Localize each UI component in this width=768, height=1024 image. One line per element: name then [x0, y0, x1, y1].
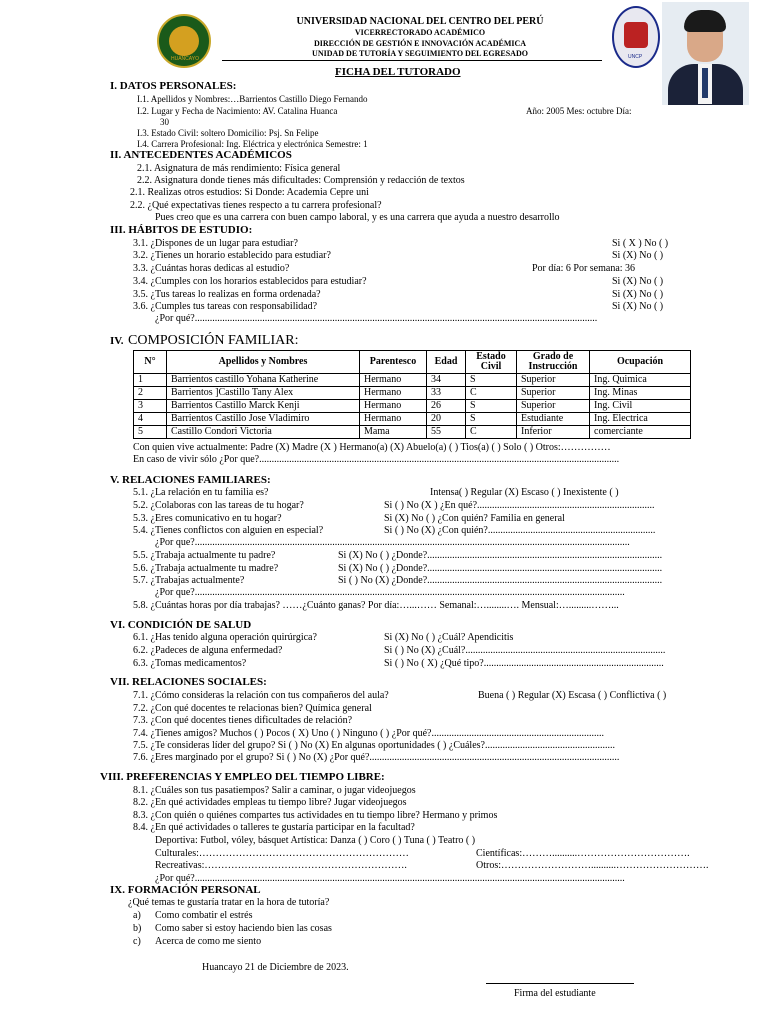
section-personal-formation-title: IX. FORMACIÓN PERSONAL: [110, 884, 261, 896]
q-share-with: 8.3. ¿Con quién o quiénes compartes tus actividades en tu tiempo libre? Hermano y primos: [133, 810, 498, 821]
q-classmates: 7.1. ¿Cómo consideras la relación con tus compañeros del aula?: [133, 690, 389, 701]
cell: comerciante: [590, 426, 691, 439]
cell: 5: [134, 426, 167, 439]
a-responsibility: Si (X) No ( ): [612, 301, 664, 312]
col-number: N°: [134, 351, 167, 374]
cell: Barrientos castillo Yohana Katherine: [167, 374, 360, 387]
field-birth-date: Año: 2005 Mes: octubre Día:: [526, 106, 632, 116]
q-conflicts: 5.4. ¿Tienes conflictos con alguien en especial?: [133, 525, 324, 536]
q-work-hours: 5.8. ¿Cuántas horas por día trabajas? ……¿Cuánto ganas? Por día:…...…… Semanal:…........…. Mensual:….........……...: [133, 600, 619, 611]
university-name: UNIVERSIDAD NACIONAL DEL CENTRO DEL PERÚ: [296, 16, 544, 27]
col-age: Edad: [427, 351, 466, 374]
section-personal-title: I. DATOS PERSONALES:: [110, 80, 237, 92]
col-occupation: Ocupación: [590, 351, 691, 374]
q-surgery: 6.1. ¿Has tenido alguna operación quirúrgica?: [133, 632, 317, 643]
q-communicative: 5.3. ¿Eres comunicativo en tu hogar?: [133, 513, 282, 524]
q-friends: 7.4. ¿Tienes amigos? Muchos ( ) Pocos ( X) Uno ( ) Ninguno ( ) ¿Por qué?.....................................................................: [133, 728, 604, 739]
cell: 1: [134, 374, 167, 387]
cell: 4: [134, 413, 167, 426]
unit-name: UNIDAD DE TUTORÍA Y SEGUIMIENTO DEL EGRESADO: [312, 49, 528, 58]
q-why: ¿Por qué?.................................................................................................................................................................: [155, 313, 598, 324]
a-conflicts: Si ( ) No (X) ¿Con quién?...................................................................: [384, 525, 656, 536]
vice-rectorate: VICERRECTORADO ACADÉMICO: [354, 28, 486, 37]
q-activities-why: ¿Por qué?............................................................................................................................................................................: [155, 873, 625, 884]
field-birth-day: 30: [160, 117, 169, 127]
a-surgery: Si (X) No ( ) ¿Cuál? Apendicitis: [384, 632, 514, 643]
cell: 3: [134, 400, 167, 413]
cell: Superior: [517, 374, 590, 387]
section-free-time-title: VIII. PREFERENCIAS Y EMPLEO DEL TIEMPO LIBRE:: [100, 771, 385, 783]
direction-name: DIRECCIÓN DE GESTIÓN E INNOVACIÓN ACADÉMICA: [313, 39, 527, 48]
a-ordered-tasks: Si (X) No ( ): [612, 289, 664, 300]
q-medication: 6.3. ¿Tomas medicamentos?: [133, 658, 247, 669]
q-study-place: 3.1. ¿Dispones de un lugar para estudiar?: [133, 238, 298, 249]
cell: Inferior: [517, 426, 590, 439]
a-science: Científicas:………..........…………………………….: [476, 848, 690, 859]
a-disease: Si ( ) No (X) ¿Cuál?................................................................................: [384, 645, 666, 656]
family-table-header: [134, 351, 691, 374]
q-marginalized: 7.6. ¿Eres marginado por el grupo? Si ( ) No (X) ¿Por qué?....................................................................................................: [133, 752, 620, 763]
cell: S: [466, 413, 517, 426]
section-health-title: VI. CONDICIÓN DE SALUD: [110, 619, 252, 631]
header-rule: [222, 60, 602, 61]
cell: C: [466, 426, 517, 439]
section-family-title: COMPOSICIÓN FAMILIAR:: [128, 333, 299, 348]
a-sports-arts: Deportiva: Futbol, vóley, básquet Artística: Danza ( ) Coro ( ) Tuna ( ) Teatro ( ): [155, 835, 476, 846]
field-full-name: I.1. Apellidos y Nombres:…Barrientos Castillo Diego Fernando: [137, 94, 368, 104]
a-mother-works: Si (X) No ( ) ¿Donde?..............................................................................................: [338, 563, 663, 574]
topic-a-marker: a): [133, 910, 141, 921]
cell: 34: [427, 374, 466, 387]
q-responsibility: 3.6. ¿Cumples tus tareas con responsabilidad?: [133, 301, 318, 312]
faculty-logo-caption: UNCP: [628, 54, 643, 60]
q-good-teachers: 7.2. ¿Con qué docentes te relacionas bien? Química general: [133, 703, 372, 714]
cell: S: [466, 374, 517, 387]
col-relation: Parentesco: [360, 351, 427, 374]
signature-line: [486, 983, 634, 984]
field-other-studies: 2.1. Realizas otros estudios: Si Donde: Academia Cepre uni: [130, 187, 369, 198]
cell: Superior: [517, 387, 590, 400]
cell: 33: [427, 387, 466, 400]
a-follow-schedule: Si (X) No ( ): [612, 276, 664, 287]
section-social-title: VII. RELACIONES SOCIALES:: [110, 676, 267, 688]
cell: Hermano: [360, 400, 427, 413]
form-title: FICHA DEL TUTORADO: [335, 66, 461, 78]
logo-caption: HUANCAYO: [171, 56, 199, 62]
field-expectations-a: Pues creo que es una carrera con buen campo laboral, y es una carrera que ayuda a nuestro desarrollo: [155, 212, 560, 223]
table-row: [134, 426, 691, 439]
q-disease: 6.2. ¿Padeces de alguna enfermedad?: [133, 645, 283, 656]
table-row: [134, 400, 691, 413]
cell: Barrientos ]Castillo Tany Alex: [167, 387, 360, 400]
topic-c-marker: c): [133, 936, 141, 947]
a-others: Otros:………………………..........……………………….: [476, 860, 709, 871]
q-difficult-teachers: 7.3. ¿Con qué docentes tienes dificultades de relación?: [133, 715, 353, 726]
a-medication: Si ( ) No ( X) ¿Qué tipo?........................................................................: [384, 658, 664, 669]
a-study-place: Si ( X ) No ( ): [612, 238, 669, 249]
a-cultural: Culturales:………………………………………………………: [155, 848, 409, 859]
cell: Superior: [517, 400, 590, 413]
q-family-relation: 5.1. ¿La relación en tu familia es?: [133, 487, 269, 498]
q-workshops: 8.4. ¿En qué actividades o talleres te gustaría participar en la facultad?: [133, 822, 415, 833]
section-family-relations-title: V. RELACIONES FAMILIARES:: [110, 474, 271, 486]
cell: Castillo Condori Victoria: [167, 426, 360, 439]
q-follow-schedule: 3.4. ¿Cumples con los horarios establecidos para estudiar?: [133, 276, 367, 287]
cell: Barrientos Castillo Marck Kenji: [167, 400, 360, 413]
table-row: [134, 387, 691, 400]
cell: Ing. Minas: [590, 387, 691, 400]
signature-label: Firma del estudiante: [514, 988, 596, 999]
cell: C: [466, 387, 517, 400]
lives-with: Con quien vive actualmente: Padre (X) Madre (X ) Hermano(a) (X) Abuelo(a) ( ) Tios(a) ( ) Solo ( ) Otros:……………: [133, 442, 611, 453]
cell: Hermano: [360, 374, 427, 387]
a-you-work: Si ( ) No (X) ¿Donde?..............................................................................................: [338, 575, 663, 586]
section-academic-title: II. ANTECEDENTES ACADÉMICOS: [110, 149, 292, 161]
a-recreation: Recreativas:…………………………………………………….: [155, 860, 407, 871]
q-home-tasks: 5.2. ¿Colaboras con las tareas de tu hogar?: [133, 500, 304, 511]
a-communicative: Si (X) No ( ) ¿Con quién? Familia en general: [384, 513, 565, 524]
table-row: [134, 374, 691, 387]
a-schedule: Si (X) No ( ): [612, 250, 664, 261]
topic-b: Como saber si estoy haciendo bien las cosas: [155, 923, 332, 934]
a-hours: Por día: 6 Por semana: 36: [532, 263, 636, 274]
q-you-work: 5.7. ¿Trabajas actualmente?: [133, 575, 245, 586]
topic-a: Como combatir el estrés: [155, 910, 253, 921]
cell: Barrientos Castillo Jose Vladimiro: [167, 413, 360, 426]
field-civil-status: I.3. Estado Civil: soltero Domicilio: Psj. Sn Felipe: [137, 128, 319, 138]
q-mother-works: 5.6. ¿Trabaja actualmente tu madre?: [133, 563, 279, 574]
topic-c: Acerca de como me siento: [155, 936, 262, 947]
q-free-time: 8.2. ¿En qué actividades empleas tu tiempo libre? Jugar videojuegos: [133, 797, 407, 808]
cell: S: [466, 400, 517, 413]
cell: Ing. Quimica: [590, 374, 691, 387]
q-father-works: 5.5. ¿Trabaja actualmente tu padre?: [133, 550, 276, 561]
topic-b-marker: b): [133, 923, 142, 934]
q-schedule: 3.2. ¿Tienes un horario establecido para estudiar?: [133, 250, 331, 261]
table-row: [134, 413, 691, 426]
q-hours: 3.3. ¿Cuántas horas dedicas al estudio?: [133, 263, 290, 274]
cell: Hermano: [360, 387, 427, 400]
a-classmates: Buena ( ) Regular (X) Escasa ( ) Conflictiva ( ): [478, 690, 667, 701]
col-civil: Estado Civil: [466, 351, 517, 374]
field-hard-subject: 2.2. Asignatura donde tienes más dificultades: Comprensión y redacción de textos: [137, 175, 465, 186]
q-leader: 7.5. ¿Te consideras líder del grupo? Si ( ) No (X) En algunas oportunidades ( ) ¿Cuáles?....................................................: [133, 740, 615, 751]
lives-alone-why: En caso de vivir sólo ¿Por que?................................................................................................................................................: [133, 454, 620, 465]
a-home-tasks: Si ( ) No (X ) ¿En qué?.......................................................................: [384, 500, 655, 511]
section-family-prefix: IV.: [110, 335, 124, 347]
cell: Mama: [360, 426, 427, 439]
cell: Ing. Electrica: [590, 413, 691, 426]
section-study-habits-title: III. HÁBITOS DE ESTUDIO:: [110, 224, 253, 236]
cell: Hermano: [360, 413, 427, 426]
cell: 2: [134, 387, 167, 400]
q-hobbies: 8.1. ¿Cuáles son tus pasatiempos? Salir a caminar, o jugar videojuegos: [133, 785, 416, 796]
cell: 20: [427, 413, 466, 426]
field-birth-place: I.2. Lugar y Fecha de Nacimiento: AV. Catalina Huanca: [137, 106, 338, 116]
q-you-work-why: ¿Por que?............................................................................................................................................................................: [155, 587, 625, 598]
cell: 26: [427, 400, 466, 413]
field-expectations-q: 2.2. ¿Qué expectativas tienes respecto a tu carrera profesional?: [130, 200, 382, 211]
a-father-works: Si (X) No ( ) ¿Donde?..............................................................................................: [338, 550, 663, 561]
col-education: Grado de Instrucción: [517, 351, 590, 374]
family-table: [133, 350, 691, 439]
a-family-relation: Intensa( ) Regular (X) Escaso ( ) Inexistente ( ): [430, 487, 619, 498]
col-name: Apellidos y Nombres: [167, 351, 360, 374]
place-date: Huancayo 21 de Diciembre de 2023.: [202, 962, 349, 973]
field-best-subject: 2.1. Asignatura de más rendimiento: Física general: [137, 163, 341, 174]
q-tutoring-topics: ¿Qué temas te gustaría tratar en la hora de tutoría?: [128, 897, 330, 908]
q-conflicts-why: ¿Por que?..............................................................................................................................................................................: [155, 537, 630, 548]
cell: Estudiante: [517, 413, 590, 426]
q-ordered-tasks: 3.5. ¿Tus tareas lo realizas en forma ordenada?: [133, 289, 321, 300]
cell: Ing. Civil: [590, 400, 691, 413]
field-career: I.4. Carrera Profesional: Ing. Eléctrica y electrónica Semestre: 1: [137, 139, 368, 149]
cell: 55: [427, 426, 466, 439]
